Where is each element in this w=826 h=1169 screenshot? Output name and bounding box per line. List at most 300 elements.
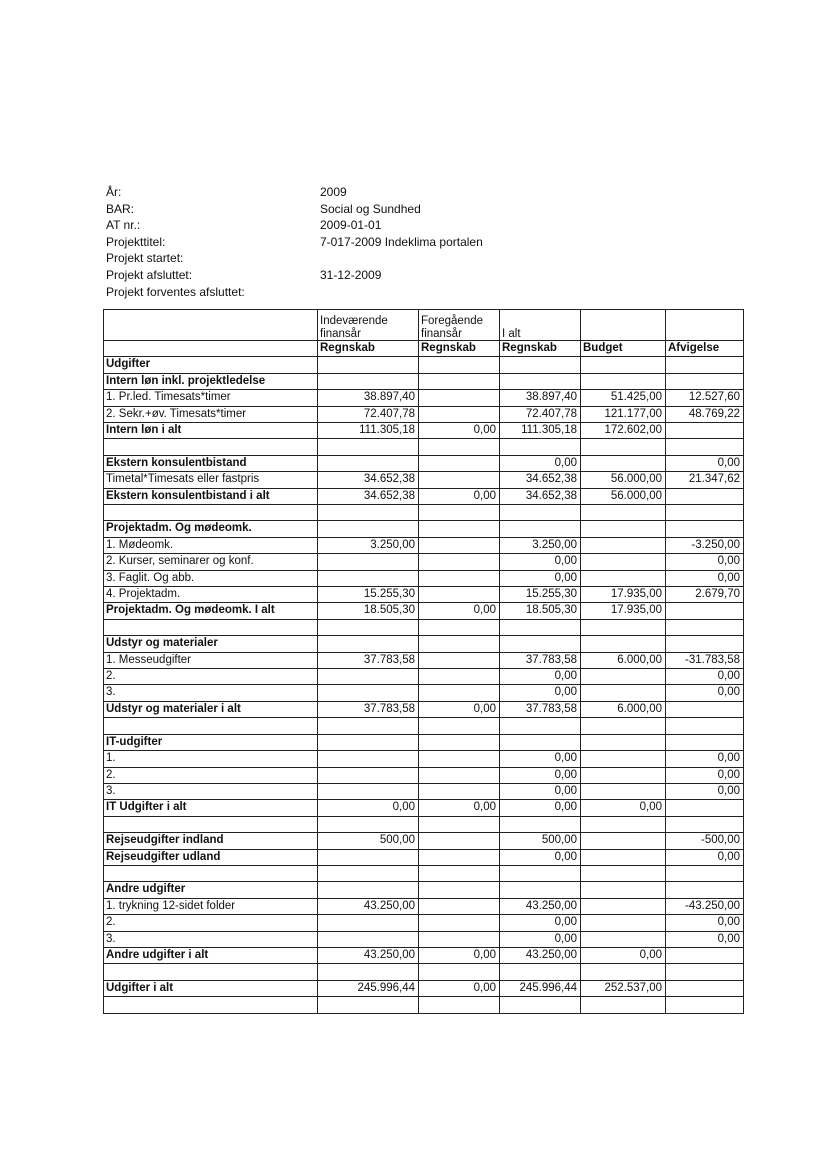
value-cell xyxy=(500,619,581,635)
row-label-cell: 3. Faglit. Og abb. xyxy=(104,570,318,586)
row-label-cell xyxy=(104,865,318,881)
value-cell xyxy=(581,783,666,799)
value-cell xyxy=(581,997,666,1013)
value-cell: 21.347,62 xyxy=(666,472,744,488)
value-cell xyxy=(419,964,500,980)
value-cell xyxy=(419,718,500,734)
table-row xyxy=(104,947,744,963)
value-cell xyxy=(666,964,744,980)
value-cell xyxy=(419,455,500,471)
row-label-cell: IT-udgifter xyxy=(104,734,318,750)
table-row xyxy=(104,964,744,980)
value-cell: 34.652,38 xyxy=(500,488,581,504)
value-cell xyxy=(318,455,419,471)
table-row xyxy=(104,669,744,685)
row-label-cell xyxy=(104,619,318,635)
value-cell xyxy=(666,947,744,963)
meta-label: Projekttitel: xyxy=(106,234,166,249)
value-cell xyxy=(581,931,666,947)
value-cell xyxy=(666,980,744,996)
value-cell xyxy=(581,833,666,849)
value-cell: 0,00 xyxy=(500,455,581,471)
value-cell xyxy=(318,816,419,832)
value-cell: 0,00 xyxy=(581,800,666,816)
value-cell: 6.000,00 xyxy=(581,652,666,668)
meta-value: 7-017-2009 Indeklima portalen xyxy=(320,234,483,249)
value-cell xyxy=(500,865,581,881)
value-cell xyxy=(581,373,666,389)
table-row xyxy=(104,390,744,406)
value-cell xyxy=(419,865,500,881)
row-label-cell: 1. Messeudgifter xyxy=(104,652,318,668)
value-cell xyxy=(500,816,581,832)
meta-label: År: xyxy=(106,185,122,199)
row-label-cell: Projektadm. Og mødeomk. I alt xyxy=(104,603,318,619)
row-label-cell: 1. trykning 12-sidet folder xyxy=(104,898,318,914)
value-cell xyxy=(318,931,419,947)
table-row xyxy=(104,619,744,635)
value-cell xyxy=(318,865,419,881)
value-cell xyxy=(419,357,500,373)
value-cell: 18.505,30 xyxy=(318,603,419,619)
row-label-cell: Rejseudgifter udland xyxy=(104,849,318,865)
value-cell xyxy=(500,636,581,652)
table-row xyxy=(104,439,744,455)
value-cell xyxy=(419,734,500,750)
value-cell: 0,00 xyxy=(666,751,744,767)
value-cell xyxy=(419,373,500,389)
meta-value: 2009-01-01 xyxy=(320,218,382,233)
value-cell: 43.250,00 xyxy=(500,898,581,914)
value-cell xyxy=(318,915,419,931)
value-cell xyxy=(666,423,744,439)
value-cell: 121.177,00 xyxy=(581,406,666,422)
value-cell xyxy=(666,439,744,455)
value-cell xyxy=(318,373,419,389)
meta-row xyxy=(106,184,606,201)
table-row xyxy=(104,800,744,816)
value-cell: Regnskab xyxy=(318,341,419,357)
value-cell: 34.652,38 xyxy=(318,472,419,488)
value-cell: 3.250,00 xyxy=(318,537,419,553)
value-cell xyxy=(500,718,581,734)
row-label-cell: Udgifter xyxy=(104,357,318,373)
value-cell xyxy=(419,472,500,488)
value-cell: Indeværende finansår xyxy=(318,310,419,341)
value-cell xyxy=(318,718,419,734)
value-cell xyxy=(318,997,419,1013)
value-cell: 0,00 xyxy=(500,685,581,701)
value-cell: 18.505,30 xyxy=(500,603,581,619)
table-row xyxy=(104,455,744,471)
row-label-cell: 2. xyxy=(104,915,318,931)
value-cell xyxy=(666,521,744,537)
value-cell xyxy=(500,882,581,898)
value-cell: 0,00 xyxy=(419,488,500,504)
table-row xyxy=(104,373,744,389)
table-row xyxy=(104,505,744,521)
value-cell: 0,00 xyxy=(666,767,744,783)
value-cell xyxy=(419,636,500,652)
value-cell xyxy=(581,310,666,341)
table-row xyxy=(104,636,744,652)
table-row xyxy=(104,767,744,783)
value-cell: 0,00 xyxy=(666,931,744,947)
table-row xyxy=(104,685,744,701)
table-row xyxy=(104,751,744,767)
table-row xyxy=(104,521,744,537)
value-cell xyxy=(581,619,666,635)
value-cell: 37.783,58 xyxy=(500,701,581,717)
value-cell xyxy=(581,849,666,865)
table-row xyxy=(104,310,744,341)
value-cell: 38.897,40 xyxy=(318,390,419,406)
value-cell: 0,00 xyxy=(666,570,744,586)
value-cell xyxy=(666,505,744,521)
value-cell: 38.897,40 xyxy=(500,390,581,406)
value-cell xyxy=(666,701,744,717)
meta-value: 31-12-2009 xyxy=(320,267,382,282)
value-cell: 56.000,00 xyxy=(581,472,666,488)
value-cell xyxy=(419,767,500,783)
value-cell: 0,00 xyxy=(419,603,500,619)
value-cell xyxy=(581,439,666,455)
value-cell xyxy=(581,505,666,521)
value-cell: 0,00 xyxy=(666,685,744,701)
value-cell: 0,00 xyxy=(666,554,744,570)
value-cell: 17.935,00 xyxy=(581,603,666,619)
value-cell xyxy=(419,816,500,832)
value-cell: 6.000,00 xyxy=(581,701,666,717)
value-cell xyxy=(318,570,419,586)
value-cell xyxy=(419,619,500,635)
value-cell xyxy=(666,865,744,881)
value-cell: 37.783,58 xyxy=(318,652,419,668)
table-row xyxy=(104,816,744,832)
value-cell xyxy=(318,619,419,635)
value-cell: 252.537,00 xyxy=(581,980,666,996)
row-label-cell xyxy=(104,964,318,980)
table-row xyxy=(104,718,744,734)
value-cell: 0,00 xyxy=(666,915,744,931)
value-cell: 43.250,00 xyxy=(500,947,581,963)
table-row xyxy=(104,341,744,357)
value-cell: 172.602,00 xyxy=(581,423,666,439)
value-cell xyxy=(500,997,581,1013)
table-row xyxy=(104,570,744,586)
table-row xyxy=(104,652,744,668)
value-cell xyxy=(500,373,581,389)
table-row xyxy=(104,980,744,996)
value-cell xyxy=(318,964,419,980)
value-cell: 500,00 xyxy=(500,833,581,849)
value-cell: 37.783,58 xyxy=(500,652,581,668)
meta-label: Projekt startet: xyxy=(106,251,184,266)
meta-row xyxy=(106,217,606,234)
value-cell: 43.250,00 xyxy=(318,898,419,914)
value-cell: 17.935,00 xyxy=(581,587,666,603)
meta-row xyxy=(106,234,606,251)
value-cell xyxy=(581,882,666,898)
value-cell xyxy=(419,882,500,898)
value-cell xyxy=(500,357,581,373)
value-cell xyxy=(318,882,419,898)
value-cell xyxy=(666,800,744,816)
table-row xyxy=(104,734,744,750)
value-cell xyxy=(581,570,666,586)
value-cell: 34.652,38 xyxy=(500,472,581,488)
value-cell: 0,00 xyxy=(500,751,581,767)
table-row xyxy=(104,423,744,439)
value-cell: 245.996,44 xyxy=(500,980,581,996)
value-cell: 72.407,78 xyxy=(318,406,419,422)
meta-label: AT nr.: xyxy=(106,218,141,233)
row-label-cell xyxy=(104,310,318,341)
meta-value: 2009 xyxy=(320,185,347,199)
value-cell xyxy=(581,751,666,767)
value-cell xyxy=(666,310,744,341)
value-cell xyxy=(318,783,419,799)
value-cell xyxy=(666,373,744,389)
value-cell xyxy=(581,537,666,553)
meta-row xyxy=(106,284,606,301)
value-cell xyxy=(419,898,500,914)
value-cell: 51.425,00 xyxy=(581,390,666,406)
value-cell xyxy=(318,439,419,455)
value-cell: 15.255,30 xyxy=(500,587,581,603)
table-row xyxy=(104,554,744,570)
table-row xyxy=(104,931,744,947)
row-label-cell: 2. xyxy=(104,767,318,783)
table-row xyxy=(104,783,744,799)
value-cell xyxy=(581,357,666,373)
value-cell xyxy=(581,767,666,783)
value-cell: 0,00 xyxy=(500,931,581,947)
value-cell xyxy=(666,718,744,734)
value-cell xyxy=(666,997,744,1013)
row-label-cell xyxy=(104,505,318,521)
value-cell xyxy=(666,882,744,898)
value-cell xyxy=(666,488,744,504)
table-row xyxy=(104,488,744,504)
row-label-cell xyxy=(104,718,318,734)
value-cell xyxy=(666,357,744,373)
value-cell: 37.783,58 xyxy=(318,701,419,717)
value-cell xyxy=(581,521,666,537)
meta-label: BAR: xyxy=(106,201,135,216)
value-cell xyxy=(581,685,666,701)
row-label-cell: 1. Pr.led. Timesats*timer xyxy=(104,390,318,406)
value-cell: 0,00 xyxy=(666,669,744,685)
value-cell: 0,00 xyxy=(500,570,581,586)
value-cell xyxy=(419,915,500,931)
value-cell xyxy=(419,554,500,570)
project-meta xyxy=(106,184,606,300)
value-cell xyxy=(318,521,419,537)
value-cell: 2.679,70 xyxy=(666,587,744,603)
value-cell: -500,00 xyxy=(666,833,744,849)
value-cell xyxy=(419,783,500,799)
value-cell xyxy=(318,685,419,701)
value-cell xyxy=(419,570,500,586)
value-cell: 111.305,18 xyxy=(500,423,581,439)
value-cell xyxy=(318,669,419,685)
value-cell xyxy=(318,734,419,750)
table-row xyxy=(104,898,744,914)
value-cell: 0,00 xyxy=(666,783,744,799)
row-label-cell xyxy=(104,341,318,357)
meta-row xyxy=(106,250,606,267)
value-cell xyxy=(419,751,500,767)
value-cell: 0,00 xyxy=(581,947,666,963)
value-cell xyxy=(500,734,581,750)
value-cell xyxy=(581,554,666,570)
value-cell: 0,00 xyxy=(419,980,500,996)
meta-value: Social og Sundhed xyxy=(320,201,421,216)
value-cell: 34.652,38 xyxy=(318,488,419,504)
row-label-cell: Udstyr og materialer i alt xyxy=(104,701,318,717)
value-cell xyxy=(419,406,500,422)
value-cell xyxy=(581,915,666,931)
value-cell: Foregående finansår xyxy=(419,310,500,341)
row-label-cell xyxy=(104,816,318,832)
value-cell: -3.250,00 xyxy=(666,537,744,553)
value-cell: 12.527,60 xyxy=(666,390,744,406)
table-row xyxy=(104,603,744,619)
value-cell xyxy=(581,455,666,471)
table-row xyxy=(104,865,744,881)
value-cell xyxy=(666,734,744,750)
value-cell: I alt xyxy=(500,310,581,341)
table-row xyxy=(104,882,744,898)
row-label-cell: IT Udgifter i alt xyxy=(104,800,318,816)
value-cell: -31.783,58 xyxy=(666,652,744,668)
table-row xyxy=(104,997,744,1013)
value-cell: 3.250,00 xyxy=(500,537,581,553)
value-cell: 0,00 xyxy=(318,800,419,816)
value-cell: 0,00 xyxy=(500,783,581,799)
value-cell xyxy=(419,587,500,603)
value-cell: 0,00 xyxy=(500,767,581,783)
value-cell: 0,00 xyxy=(500,915,581,931)
value-cell xyxy=(581,636,666,652)
value-cell xyxy=(500,521,581,537)
value-cell xyxy=(500,505,581,521)
row-label-cell: Andre udgifter i alt xyxy=(104,947,318,963)
value-cell xyxy=(419,390,500,406)
value-cell: Regnskab xyxy=(419,341,500,357)
table-row xyxy=(104,701,744,717)
row-label-cell: 2. xyxy=(104,669,318,685)
value-cell xyxy=(581,669,666,685)
value-cell xyxy=(419,652,500,668)
row-label-cell: Projektadm. Og mødeomk. xyxy=(104,521,318,537)
row-label-cell: 2. Sekr.+øv. Timesats*timer xyxy=(104,406,318,422)
row-label-cell: Ekstern konsulentbistand xyxy=(104,455,318,471)
value-cell xyxy=(581,964,666,980)
table-row xyxy=(104,472,744,488)
value-cell: 245.996,44 xyxy=(318,980,419,996)
value-cell: 0,00 xyxy=(419,423,500,439)
value-cell xyxy=(419,537,500,553)
row-label-cell: Udgifter i alt xyxy=(104,980,318,996)
table-row xyxy=(104,357,744,373)
table-row xyxy=(104,833,744,849)
value-cell: 0,00 xyxy=(500,800,581,816)
value-cell xyxy=(318,357,419,373)
value-cell xyxy=(419,685,500,701)
row-label-cell: 3. xyxy=(104,931,318,947)
row-label-cell: Udstyr og materialer xyxy=(104,636,318,652)
value-cell xyxy=(419,669,500,685)
row-label-cell: Intern løn i alt xyxy=(104,423,318,439)
value-cell: 0,00 xyxy=(500,849,581,865)
value-cell xyxy=(419,521,500,537)
value-cell xyxy=(419,997,500,1013)
row-label-cell: Timetal*Timesats eller fastpris xyxy=(104,472,318,488)
value-cell xyxy=(500,439,581,455)
budget-table xyxy=(103,309,744,1014)
value-cell: 0,00 xyxy=(666,849,744,865)
value-cell xyxy=(318,636,419,652)
row-label-cell: 1. Mødeomk. xyxy=(104,537,318,553)
value-cell: Afvigelse xyxy=(666,341,744,357)
value-cell xyxy=(581,898,666,914)
meta-row xyxy=(106,267,606,284)
value-cell xyxy=(419,931,500,947)
row-label-cell xyxy=(104,997,318,1013)
value-cell: 111.305,18 xyxy=(318,423,419,439)
value-cell xyxy=(419,505,500,521)
value-cell xyxy=(666,636,744,652)
row-label-cell: 3. xyxy=(104,783,318,799)
row-label-cell: Ekstern konsulentbistand i alt xyxy=(104,488,318,504)
table-row xyxy=(104,915,744,931)
row-label-cell: Andre udgifter xyxy=(104,882,318,898)
table-row xyxy=(104,849,744,865)
meta-label: Projekt forventes afsluttet: xyxy=(106,284,245,299)
value-cell xyxy=(581,734,666,750)
value-cell xyxy=(318,554,419,570)
value-cell xyxy=(581,718,666,734)
row-label-cell: 1. xyxy=(104,751,318,767)
value-cell xyxy=(419,833,500,849)
value-cell: 0,00 xyxy=(419,701,500,717)
value-cell: 0,00 xyxy=(500,554,581,570)
table-row xyxy=(104,537,744,553)
value-cell: 0,00 xyxy=(500,669,581,685)
row-label-cell: Rejseudgifter indland xyxy=(104,833,318,849)
value-cell xyxy=(581,816,666,832)
value-cell: 43.250,00 xyxy=(318,947,419,963)
value-cell xyxy=(500,964,581,980)
value-cell: 0,00 xyxy=(666,455,744,471)
value-cell: 0,00 xyxy=(419,800,500,816)
value-cell: 72.407,78 xyxy=(500,406,581,422)
value-cell xyxy=(666,603,744,619)
value-cell xyxy=(419,439,500,455)
value-cell: 500,00 xyxy=(318,833,419,849)
value-cell: 48.769,22 xyxy=(666,406,744,422)
table-row xyxy=(104,406,744,422)
value-cell xyxy=(318,767,419,783)
value-cell: Budget xyxy=(581,341,666,357)
value-cell: 15.255,30 xyxy=(318,587,419,603)
row-label-cell: 3. xyxy=(104,685,318,701)
value-cell: Regnskab xyxy=(500,341,581,357)
value-cell: 0,00 xyxy=(419,947,500,963)
value-cell xyxy=(581,865,666,881)
